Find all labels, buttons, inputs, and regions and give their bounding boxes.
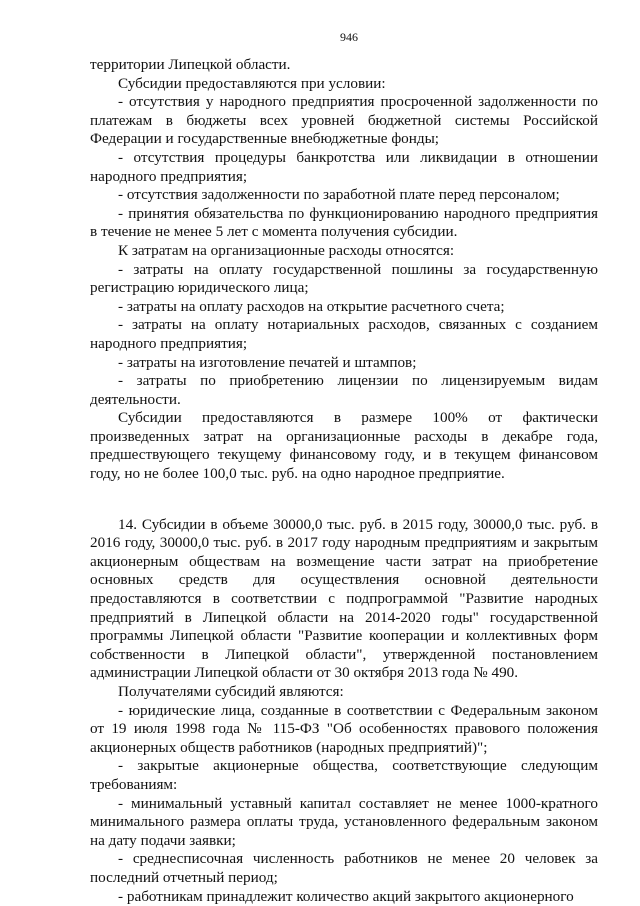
list-item: - затраты по приобретению лицензии по лицензируемым видам деятельности. [90,372,598,408]
section-14-subsidies [90,516,598,906]
paragraph: территории Липецкой области. [90,56,291,73]
page-number: 946 [340,30,358,44]
paragraph: 14. Субсидии в объеме 30000,0 тыс. руб. в 2015 году, 30000,0 тыс. руб. в 2016 году, 30000,0 тыс. руб. в 2017 году народным предприятиям и закрытым акционерным обществам на возмещение части затрат на приобретение основных средств для осуществления основной деятельности предоставляются в соответствии с подпрограммой "Развитие народных предприятий в Липецкой области на 2014-2020 годы" государственной программы Липецкой области "Развитие кооперации и коллективных форм собственности в Липецкой области", утвержденной постановлением администрации Липецкой области от 30 октября 2013 года № 490. [90,515,598,682]
list-item: - принятия обязательства по функционированию народного предприятия в течение не менее 5 лет с момента получения субсидии. [90,204,598,241]
list-item: - затраты на изготовление печатей и штампов; [118,353,417,371]
list-item: - отсутствия у народного предприятия просроченной задолженности по платежам в бюджеты всех уровней бюджетной системы Российской Федерации и государственные внебюджетные фонды; [90,93,598,148]
list-item: - затраты на оплату нотариальных расходов, связанных с созданием народного предприятия; [90,316,598,352]
paragraph: Субсидии предоставляются при условии: [118,74,386,92]
list-item: - закрытые акционерные общества, соответствующие следующим требованиям: [90,757,598,793]
list-item: - отсутствия задолженности по заработной плате перед персоналом; [118,186,560,204]
list-item: - работникам принадлежит количество акций закрытого акционерного [118,887,574,905]
paragraph: Субсидии предоставляются в размере 100% от фактически произведенных затрат на организационные расходы в декабре года, предшествующего текущему финансовому году, и в текущем финансовом году, но не более 100,0 тыс. руб. на одно народное предприятие. [90,409,598,483]
paragraph: К затратам на организационные расходы относятся: [118,241,455,259]
list-item: - юридические лица, созданные в соответствии с Федеральным законом от 19 июля 1998 года № 115-ФЗ "Об особенностях правового положения акционерных обществ работников (народных предприятий)"; [90,701,598,756]
list-item: - среднесписочная численность работников не менее 20 человек за последний отчетный период; [90,850,598,886]
paragraph: Получателями субсидий являются: [118,683,344,700]
document-page [90,30,598,906]
list-item: - затраты на оплату расходов на открытие расчетного счета; [118,297,505,315]
section-subsidy-conditions [90,56,598,484]
list-item: - затраты на оплату государственной пошлины за государственную регистрацию юридического лица; [90,260,598,297]
section-gap [90,484,598,516]
list-item: - минимальный уставный капитал составляет не менее 1000-кратного минимального размера оплаты труда, установленного федеральным законом на дату подачи заявки; [90,794,598,849]
list-item: - отсутствия процедуры банкротства или ликвидации в отношении народного предприятия; [90,148,598,185]
